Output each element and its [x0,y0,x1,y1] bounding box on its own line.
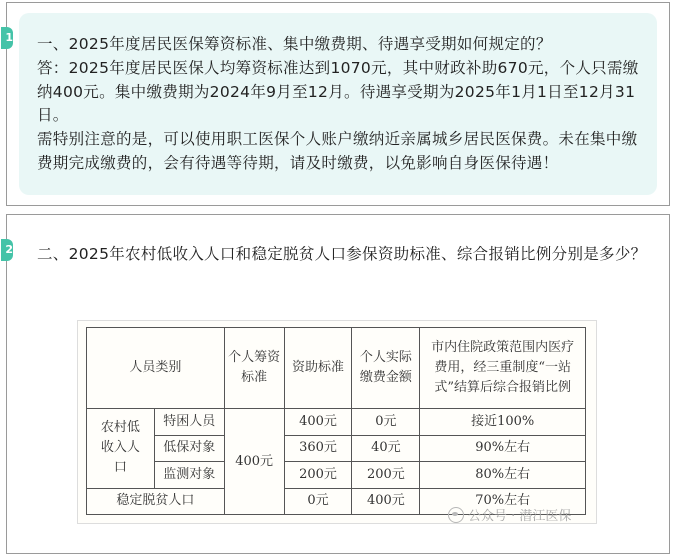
row-ratio: 80%左右 [420,462,586,489]
row-subsidy: 200元 [284,462,352,489]
row-subsidy: 360元 [284,435,352,462]
wechat-icon [448,507,464,523]
row-actual: 0元 [352,409,420,436]
question-1: 一、2025年度居民医保筹资标准、集中缴费期、待遇享受期如何规定的？ [37,35,552,53]
table-row [87,462,586,489]
answer-1: 答：2025年度居民医保人均筹资标准达到1070元，其中财政补助670元，个人只需缴纳400元。集中缴费期为2024年9月至12月。待遇享受期为2025年1月1日至12月31日。 [37,59,639,124]
row-actual: 40元 [352,435,420,462]
row-ratio: 70%左右 [420,488,586,515]
row-actual: 200元 [352,462,420,489]
qa-card-1 [6,2,670,206]
watermark [448,505,571,524]
row-type: 低保对象 [154,435,224,462]
row-type: 稳定脱贫人口 [87,488,225,515]
row-subsidy: 400元 [284,409,352,436]
header-subsidy: 资助标准 [284,328,352,409]
note-1: 需特别注意的是，可以使用职工医保个人账户缴纳近亲属城乡居民医保费。未在集中缴费期完成缴费的，会有待遇等待期，请及时缴费，以免影响自身医保待遇！ [37,130,638,172]
group-label: 农村低收入人口 [87,409,155,489]
section-number-badge: 2 [1,239,13,261]
section-number-badge: 1 [1,27,13,49]
watermark-text: 公众号 · 潜江医保 [468,509,572,524]
header-reimbursement: 市内住院政策范围内医疗费用，经三重制度“一站式”结算后综合报销比例 [420,328,586,409]
row-type: 监测对象 [154,462,224,489]
table-row [87,435,586,462]
header-category: 人员类别 [87,328,225,409]
subsidy-table [86,327,586,515]
question-2: 二、2025年农村低收入人口和稳定脱贫人口参保资助标准、综合报销比例分别是多少？ [37,245,647,263]
row-ratio: 接近100% [420,409,586,436]
subsidy-table-image [77,320,597,524]
table-row [87,409,586,436]
table-header-row [87,328,586,409]
row-subsidy: 0元 [284,488,352,515]
header-personal-standard: 个人筹资标准 [224,328,284,409]
row-actual: 400元 [352,488,420,515]
row-type: 特困人员 [154,409,224,436]
shared-standard: 400元 [224,409,284,515]
header-actual-payment: 个人实际缴费金额 [352,328,420,409]
row-ratio: 90%左右 [420,435,586,462]
